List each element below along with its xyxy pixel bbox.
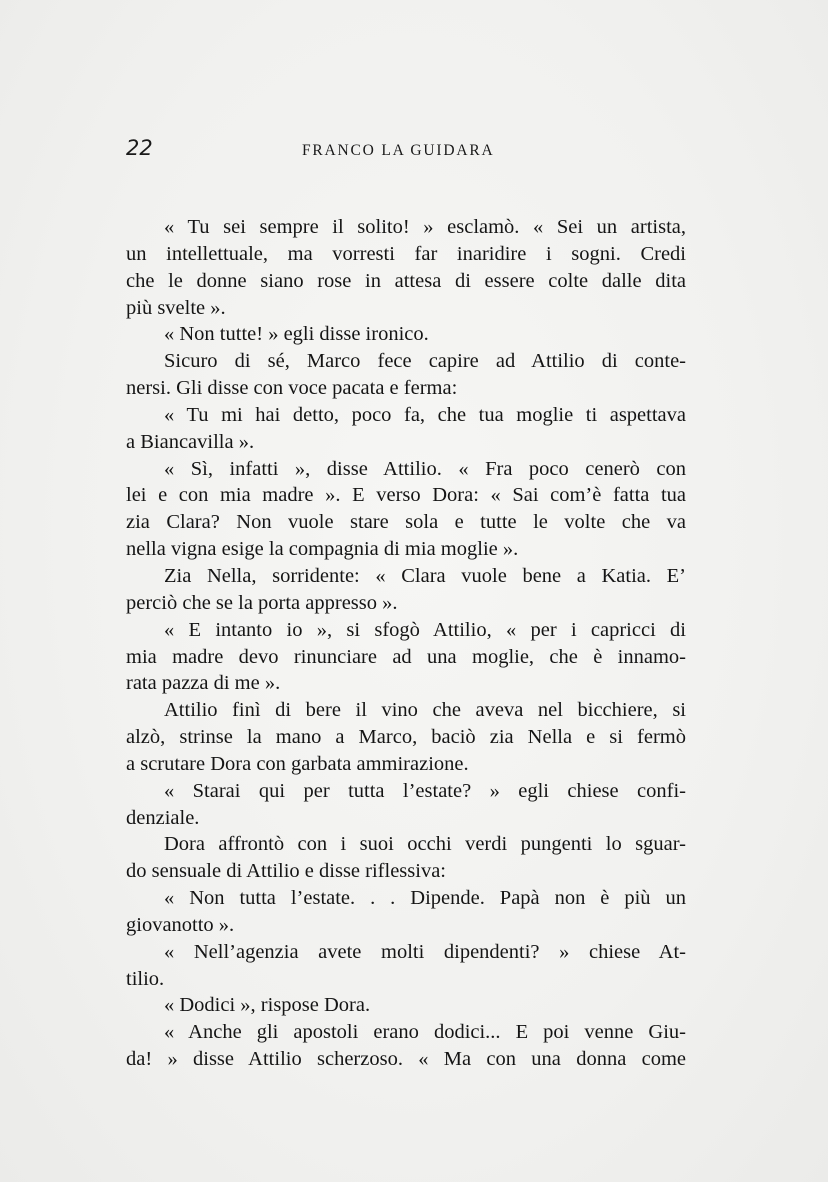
text-line: Sicuro di sé, Marco fece capire ad Attilio di conte-: [164, 350, 686, 373]
text-line: « Tu sei sempre il solito! » esclamò. « Sei un artista,: [164, 216, 686, 238]
text-line: da! » disse Attilio scherzoso. « Ma con una donna come: [126, 1048, 686, 1071]
text-line: « Non tutta l’estate. . . Dipende. Papà non è più un: [164, 887, 686, 910]
text-line: « Tu mi hai detto, poco fa, che tua moglie ti aspettava: [164, 403, 686, 426]
text-line: Zia Nella, sorridente: « Clara vuole bene a Katia. E’: [164, 564, 686, 587]
text-line: « E intanto io », si sfogò Attilio, « per i capricci di: [164, 618, 686, 641]
text-line: un intellettuale, ma vorresti far inaridire i sogni. Credi: [126, 242, 686, 265]
text-line: a Biancavilla ».: [126, 430, 255, 453]
text-line: denziale.: [126, 806, 200, 829]
text-line: nersi. Gli disse con voce pacata e ferma:: [126, 377, 458, 400]
text-line: che le donne siano rose in attesa di essere colte dalle dita: [126, 269, 686, 292]
text-line: « Anche gli apostoli erano dodici... E poi venne Giu-: [164, 1021, 686, 1044]
text-line: « Sì, infatti », disse Attilio. « Fra poco cenerò con: [164, 457, 686, 480]
text-line: Attilio finì di bere il vino che aveva nel bicchiere, si: [164, 699, 686, 722]
text-line: a scrutare Dora con garbata ammirazione.: [126, 752, 469, 775]
text-line: perciò che se la porta appresso ».: [126, 591, 398, 614]
text-line: tilio.: [126, 967, 165, 990]
text-line: nella vigna esige la compagnia di mia moglie ».: [126, 538, 519, 561]
text-line: do sensuale di Attilio e disse riflessiva:: [126, 860, 446, 883]
text-line: mia madre devo rinunciare ad una moglie, che è innamo-: [126, 645, 686, 668]
running-head: FRANCO LA GUIDARA: [302, 142, 495, 159]
text-line: lei e con mia madre ». E verso Dora: « Sai com’è fatta tua: [126, 484, 686, 507]
text-line: Dora affrontò con i suoi occhi verdi pungenti lo sguar-: [164, 833, 686, 856]
text-line: « Nell’agenzia avete molti dipendenti? » chiese At-: [164, 940, 686, 963]
text-line: « Dodici », rispose Dora.: [164, 994, 371, 1017]
text-line: alzò, strinse la mano a Marco, baciò zia Nella e si fermò: [126, 726, 686, 749]
text-line: giovanotto ».: [126, 913, 235, 936]
page-number: 22: [126, 136, 153, 160]
text-line: « Starai qui per tutta l’estate? » egli chiese confi-: [164, 779, 686, 802]
text-line: « Non tutte! » egli disse ironico.: [164, 323, 429, 346]
page-header: [126, 136, 686, 166]
text-line: più svelte ».: [126, 296, 226, 319]
text-line: zia Clara? Non vuole stare sola e tutte le volte che va: [126, 511, 686, 534]
text-line: rata pazza di me ».: [126, 672, 281, 695]
body-text: [126, 214, 686, 1073]
